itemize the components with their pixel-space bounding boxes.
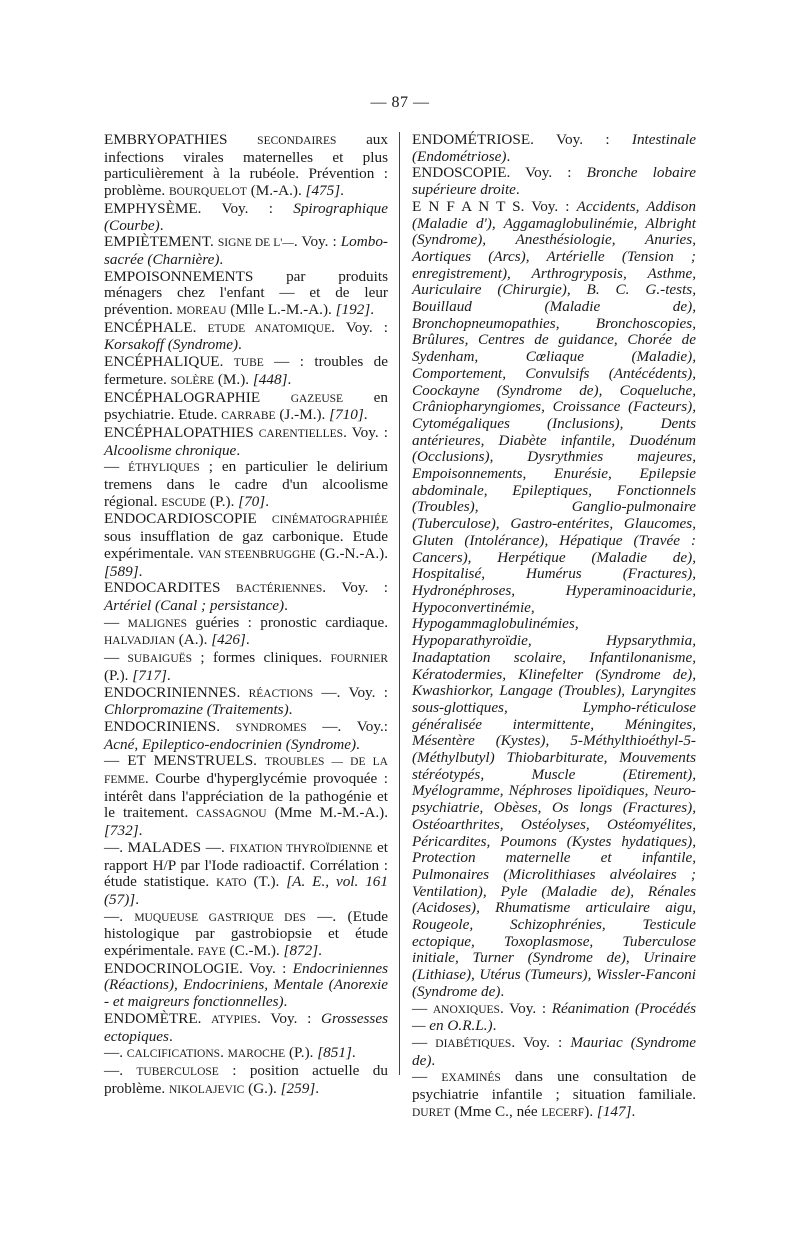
index-entry	[104, 685, 388, 719]
entry-smallcaps-text: GAZEUSE	[290, 392, 344, 405]
entry-italic-text: [A. E., vol. 161 (57)]	[104, 873, 388, 908]
entry-italic-text: [259]	[280, 1079, 316, 1097]
entry-text: .	[245, 631, 250, 649]
entry-text: . Voy. :	[499, 999, 552, 1017]
left-column	[104, 132, 388, 1098]
entry-text: .	[168, 1027, 173, 1045]
index-entry	[412, 132, 696, 165]
entry-text: —	[412, 999, 433, 1017]
entry-italic-text: [192]	[335, 301, 371, 319]
entry-text: — ET MENSTRUELS.	[104, 752, 265, 770]
entry-text: .	[236, 441, 241, 459]
entry-text: (M.).	[214, 370, 253, 388]
entry-italic-text: Bronche lobaire supérieure droite	[412, 164, 696, 199]
entry-text: .	[500, 982, 505, 1000]
entry-text: E N F A N T S. Voy. :	[412, 197, 577, 215]
entry-text: EMPOISONNEMENTS par produits ménagers chez l'enfant — et de leur prévention.	[104, 267, 388, 319]
entry-smallcaps-text: ANOXIQUES	[432, 1003, 500, 1016]
entry-smallcaps-text: TROUBLES — DE LA FEMME	[104, 756, 388, 787]
entry-italic-text: Endocriniennes (Réactions), Endocriniens, Mentale (Anorexie - et maigreurs fonctionnelles)	[104, 959, 388, 1011]
entry-text: aux infections virales maternelles et plus particulièrement à la rubéole. Prévention : problème.	[104, 131, 388, 200]
entry-italic-text: [717]	[132, 666, 167, 684]
entry-text: . Voy. :	[257, 1009, 322, 1027]
index-entry	[412, 1069, 696, 1121]
entry-italic-text: [589]	[104, 562, 139, 580]
entry-text: —. Voy. :	[313, 683, 388, 701]
entry-smallcaps-text: MOREAU	[176, 305, 227, 318]
index-entry	[412, 1035, 696, 1069]
entry-text: —.	[104, 907, 135, 925]
entry-text: ENDOCARDITES	[104, 579, 236, 597]
entry-text: (M.-A.).	[246, 182, 306, 200]
entry-text: ENDOSCOPIE. Voy. :	[412, 164, 587, 182]
entry-smallcaps-text: EXAMINÉS	[441, 1072, 501, 1085]
entry-italic-text: Lombo-sacrée (Charnière)	[104, 233, 388, 268]
entry-text: .	[159, 216, 164, 234]
entry-text: (T.).	[246, 873, 287, 891]
entry-text: .	[431, 1051, 436, 1069]
index-entry	[104, 753, 388, 840]
entry-text: .	[284, 596, 288, 614]
entry-text: .	[138, 822, 143, 840]
entry-text: EMPHYSÈME. Voy. :	[104, 199, 294, 217]
index-entry	[104, 1011, 388, 1045]
index-entry	[104, 580, 388, 614]
entry-text: .	[515, 181, 520, 199]
entry-italic-text: [70]	[238, 492, 266, 510]
entry-smallcaps-text: BACTÉRIENNES	[235, 583, 323, 596]
entry-smallcaps-text: VAN STEENBRUGGHE	[197, 548, 316, 561]
entry-text: . Voy. :	[511, 1033, 571, 1051]
entry-text: .	[315, 1079, 320, 1097]
entry-text: .	[287, 370, 292, 388]
index-entry	[104, 390, 388, 425]
entry-text: (P.).	[285, 1044, 318, 1062]
entry-text: ENCÉPHALE.	[104, 318, 208, 336]
entry-smallcaps-text: KATO	[216, 877, 247, 890]
index-entry	[104, 615, 388, 650]
entry-smallcaps-text: LECERF	[541, 1106, 585, 1119]
entry-text: ENDOCRINIENNES.	[104, 683, 249, 701]
entry-italic-text: [147]	[596, 1102, 632, 1120]
entry-smallcaps-text: SUBAIGUËS	[127, 653, 193, 666]
index-entry	[104, 320, 388, 354]
entry-text: .	[220, 1044, 228, 1062]
entry-italic-text: Spirographique (Courbe)	[104, 199, 388, 234]
entry-smallcaps-text: BOURQUELOT	[168, 186, 247, 199]
entry-smallcaps-text: MAROCHE	[227, 1048, 286, 1061]
entry-text: .	[318, 942, 322, 960]
entry-smallcaps-text: FOURNIER	[330, 653, 388, 666]
entry-text: .	[135, 890, 140, 908]
entry-text: ENCÉPHALIQUE.	[104, 353, 234, 371]
entry-text: EMPIÈTEMENT.	[104, 233, 218, 251]
entry-smallcaps-text: SECONDAIRES	[257, 135, 337, 147]
entry-italic-text: Artériel (Canal ; persistance)	[104, 596, 285, 614]
index-entry	[104, 1045, 388, 1063]
entry-smallcaps-text: SIGNE DE L'—	[217, 237, 294, 250]
entry-italic-text: [448]	[252, 370, 288, 388]
entry-text: (C.-M.).	[225, 942, 284, 960]
entry-smallcaps-text: ATYPIES	[211, 1013, 258, 1026]
entry-text: —	[104, 649, 128, 667]
entry-text: ).	[584, 1102, 597, 1120]
entry-text: (Mlle L.-M.-A.).	[226, 301, 336, 319]
entry-italic-text: Acné, Epileptico-endocrinien (Syndrome)	[104, 735, 357, 753]
entry-italic-text: [710]	[329, 406, 364, 424]
entry-text: . Voy. :	[322, 579, 389, 597]
entry-text: —.	[104, 1044, 127, 1062]
entry-text: .	[492, 1017, 497, 1035]
entry-smallcaps-text: SOLÈRE	[170, 374, 215, 387]
entry-text: . Voy. :	[293, 233, 341, 251]
entry-smallcaps-text: MALIGNES	[127, 617, 188, 630]
entry-text: et rapport H/P par l'Iode radioactif. Corrélation : étude statistique.	[104, 838, 388, 891]
entry-text: (P.).	[104, 666, 133, 684]
entry-text: dans une consultation de psychiatrie infantile ; situation familiale.	[412, 1068, 697, 1104]
entry-text: —	[104, 613, 128, 631]
entry-smallcaps-text: FAYE	[197, 946, 226, 959]
index-entry	[104, 909, 388, 961]
entry-text: : position actuelle du problème.	[104, 1061, 388, 1097]
entry-italic-text: [732]	[104, 822, 139, 840]
entry-smallcaps-text: DIABÉTIQUES	[435, 1037, 512, 1050]
index-entry	[412, 199, 696, 1001]
entry-text: .	[288, 701, 293, 719]
entry-text: — : troubles de fermeture.	[104, 353, 388, 388]
entry-smallcaps-text: HALVADJIAN	[104, 635, 175, 648]
index-entry	[104, 201, 388, 234]
entry-text: ENDOCARDIOSCOPIE	[104, 510, 272, 528]
entry-italic-text: Intestinale (Endométriose)	[412, 131, 696, 165]
entry-text: .	[351, 1044, 356, 1062]
entry-smallcaps-text: CARENTIELLES	[258, 427, 344, 440]
entry-text: —. MALADES —.	[104, 838, 230, 856]
index-entry	[104, 961, 388, 1011]
entry-italic-text: [872]	[283, 942, 319, 960]
entry-text: . Voy. :	[331, 318, 388, 336]
entry-smallcaps-text: DURET	[412, 1106, 451, 1119]
entry-text: (Mme M.-M.-A.).	[266, 804, 389, 822]
entry-italic-text: Accidents, Addison (Maladie d'), Aggamaglobulinémie, Albright (Syndrome), Anesthésiologie, Anuries, Aortiques (Arcs), Artérielle (Tension ; enregistrement), Arthrogryposis, Asthme, Auriculaire (Chirurgie), B. C. G.-tests, Bouillaud (Maladie de), Bronchopneumopathies, Bronchoscopies, Brûlures, Centres de guidance, Chorée de Sydenham, Cœliaque (Maladie), Comportement, Convulsifs (Antécédents), Coockayne (Syndrome de), Coqueluche, Crâniopharyngiomes, Croissance (Facteurs), Cytomégaliques (Inclusions), Dents antérieures, Diabète infantile, Duodénum (Occlusions), Dysrythmies majeures, Empoisonnements, Enurésie, Epilepsie abdominale, Epileptiques, Fonctionnels (Troubles), Ganglio-pulmonaire (Tuberculose), Gastro-entérites, Glaucomes, Gluten (Intolérance), Hépatique (Travée : Cancers), Herpétique (Maladie de), Hospitalisé, Humérus (Fractures), Hydronéphroses, Hyperaminoacidurie, Hypoconvertinémie, Hypogammaglobulinémies, Hypoparathyroïdie, Hypsarythmia, Inadaptation scolaire, Infantilonanisme, Kératodermies, Klinefelter (Syndrome de), Kwashiorkor, Langage (Troubles), Laryngites sous-glottiques, Lympho-réticulose généralisée intermittente, Méningites, Mésentère (Kystes), 5-Méthylthioéthyl-5-(Méthylbutyl) Thiobarbiturate, Mouvements stéréotypés, Muscle (Etirement), Myélogramme, Néphroses lipoïdiques, Neuro-psychiatrie, Obèses, Os longs (Fractures), Ostéoarthrites, Ostéolyses, Ostéomyélites, Péricardites, Poumons (Kystes hydatiques), Protection maternelle et infantile, Pulmonaires (Microlithiases alvéolaires ; Ventilation), Pyle (Maladie de), Rénales (Acidoses), Rhumatisme articulaire aigu, Rougeole, Schizophrénies, Testicule ectopique, Toxoplasmose, Tuberculose initiale, Turner (Syndrome de), Urinaire (Lithiase), Utérus (Tumeurs), Wissler-Fanconi (Syndrome de)	[412, 197, 696, 1000]
entry-text: ENCÉPHALOPATHIES	[104, 423, 259, 441]
entry-smallcaps-text: CARRABE	[221, 410, 276, 423]
entry-text: en psychiatrie. Etude.	[104, 388, 388, 424]
entry-text: .	[370, 301, 375, 319]
entry-text: . Voy. :	[343, 423, 388, 441]
entry-text: ENDOMÉTRIOSE. Voy. :	[412, 131, 632, 148]
entry-text: (J.-M.).	[275, 406, 330, 424]
entry-smallcaps-text: CALCIFICATIONS	[126, 1048, 221, 1061]
entry-italic-text: [426]	[211, 631, 246, 649]
entry-text: .	[219, 250, 224, 268]
entry-smallcaps-text: CINÉMATOGRAPHIÉE	[271, 514, 388, 527]
index-entry	[412, 1001, 696, 1035]
entry-text: ; formes cliniques.	[192, 649, 331, 667]
entry-text: .	[340, 182, 344, 200]
entry-text: .	[356, 735, 360, 753]
entry-text: guéries : pronostic cardiaque.	[187, 613, 389, 631]
index-entry	[104, 269, 388, 320]
index-entry	[104, 511, 388, 580]
entry-text: (G.).	[244, 1079, 281, 1097]
entry-text: —	[412, 1068, 442, 1086]
entry-smallcaps-text: ETUDE ANATOMIQUE	[207, 322, 332, 335]
entry-text: sous insufflation de gaz carbonique. Etude expérimentale.	[104, 528, 388, 562]
entry-text: ENDOCRINOLOGIE. Voy. :	[104, 959, 293, 977]
entry-smallcaps-text: ÉTHYLIQUES	[128, 462, 200, 475]
entry-text: ENCÉPHALOGRAPHIE	[104, 388, 291, 406]
right-column	[412, 132, 696, 1121]
entry-text: .	[506, 147, 511, 165]
index-entry	[104, 840, 388, 909]
entry-smallcaps-text: NIKOLAJEVIC	[168, 1083, 245, 1096]
entry-text: —.	[104, 1061, 137, 1079]
index-entry	[104, 425, 388, 459]
entry-smallcaps-text: CASSAGNOU	[196, 808, 267, 821]
entry-italic-text: Réanimation (Procédés — en O.R.L.)	[412, 999, 697, 1035]
entry-smallcaps-text: TUBE	[233, 357, 264, 370]
index-entry	[104, 354, 388, 389]
entry-text: .	[166, 666, 171, 684]
entry-text: . Courbe d'hyperglycémie provoquée : intérêt dans l'appréciation de la pathogénie et le traitement.	[104, 770, 388, 822]
entry-text: .	[363, 406, 368, 424]
entry-text: (Mme C., née	[450, 1102, 542, 1120]
entry-italic-text: Alcoolisme chronique	[104, 441, 237, 459]
entry-text: (P.).	[206, 492, 239, 510]
entry-smallcaps-text: MUQUEUSE GASTRIQUE DES	[134, 911, 306, 924]
entry-text: —. Voy.:	[306, 717, 388, 735]
entry-text: .	[631, 1102, 636, 1120]
entry-italic-text: [475]	[305, 182, 341, 200]
entry-text: —	[104, 458, 129, 476]
entry-italic-text: Korsakoff (Syndrome)	[104, 336, 238, 354]
entry-text: .	[265, 492, 269, 510]
entry-italic-text: Grossesses ectopiques	[104, 1009, 388, 1045]
entry-text: .	[238, 336, 242, 354]
entry-text: ENDOCRINIENS.	[104, 717, 236, 735]
entry-text: (G.-N.-A.).	[315, 544, 389, 562]
page-number: — 87 —	[370, 94, 430, 111]
entry-smallcaps-text: RÉACTIONS	[248, 687, 314, 700]
entry-smallcaps-text: FIXATION THYROÏDIENNE	[229, 842, 373, 855]
entry-text: ; en particulier le delirium tremens dans le cadre d'un alcoolisme régional.	[104, 458, 388, 510]
index-entry	[104, 459, 388, 511]
entry-text: —. (Etude histologique par gastrobiopsie et étude expérimentale.	[104, 907, 389, 960]
entry-text: .	[283, 993, 288, 1011]
index-entry	[104, 234, 388, 268]
entry-italic-text: [851]	[317, 1044, 352, 1062]
entry-text: .	[138, 562, 143, 580]
entry-smallcaps-text: SYNDROMES	[235, 721, 307, 734]
entry-text: (A.).	[174, 631, 212, 649]
index-entry	[412, 165, 696, 198]
entry-italic-text: Chlorpromazine (Traitements)	[104, 701, 289, 719]
index-entry	[104, 650, 388, 684]
entry-text: —	[412, 1033, 436, 1051]
entry-text: ENDOMÈTRE.	[104, 1009, 212, 1027]
index-entry	[104, 719, 388, 753]
entry-text: EMBRYOPATHIES	[104, 131, 258, 148]
entry-smallcaps-text: ESCUDE	[161, 496, 207, 509]
index-entry	[104, 132, 388, 201]
entry-smallcaps-text: TUBERCULOSE	[136, 1065, 219, 1078]
index-entry	[104, 1063, 388, 1098]
column-divider	[399, 132, 400, 1075]
entry-italic-text: Mauriac (Syndrome de)	[412, 1033, 697, 1069]
